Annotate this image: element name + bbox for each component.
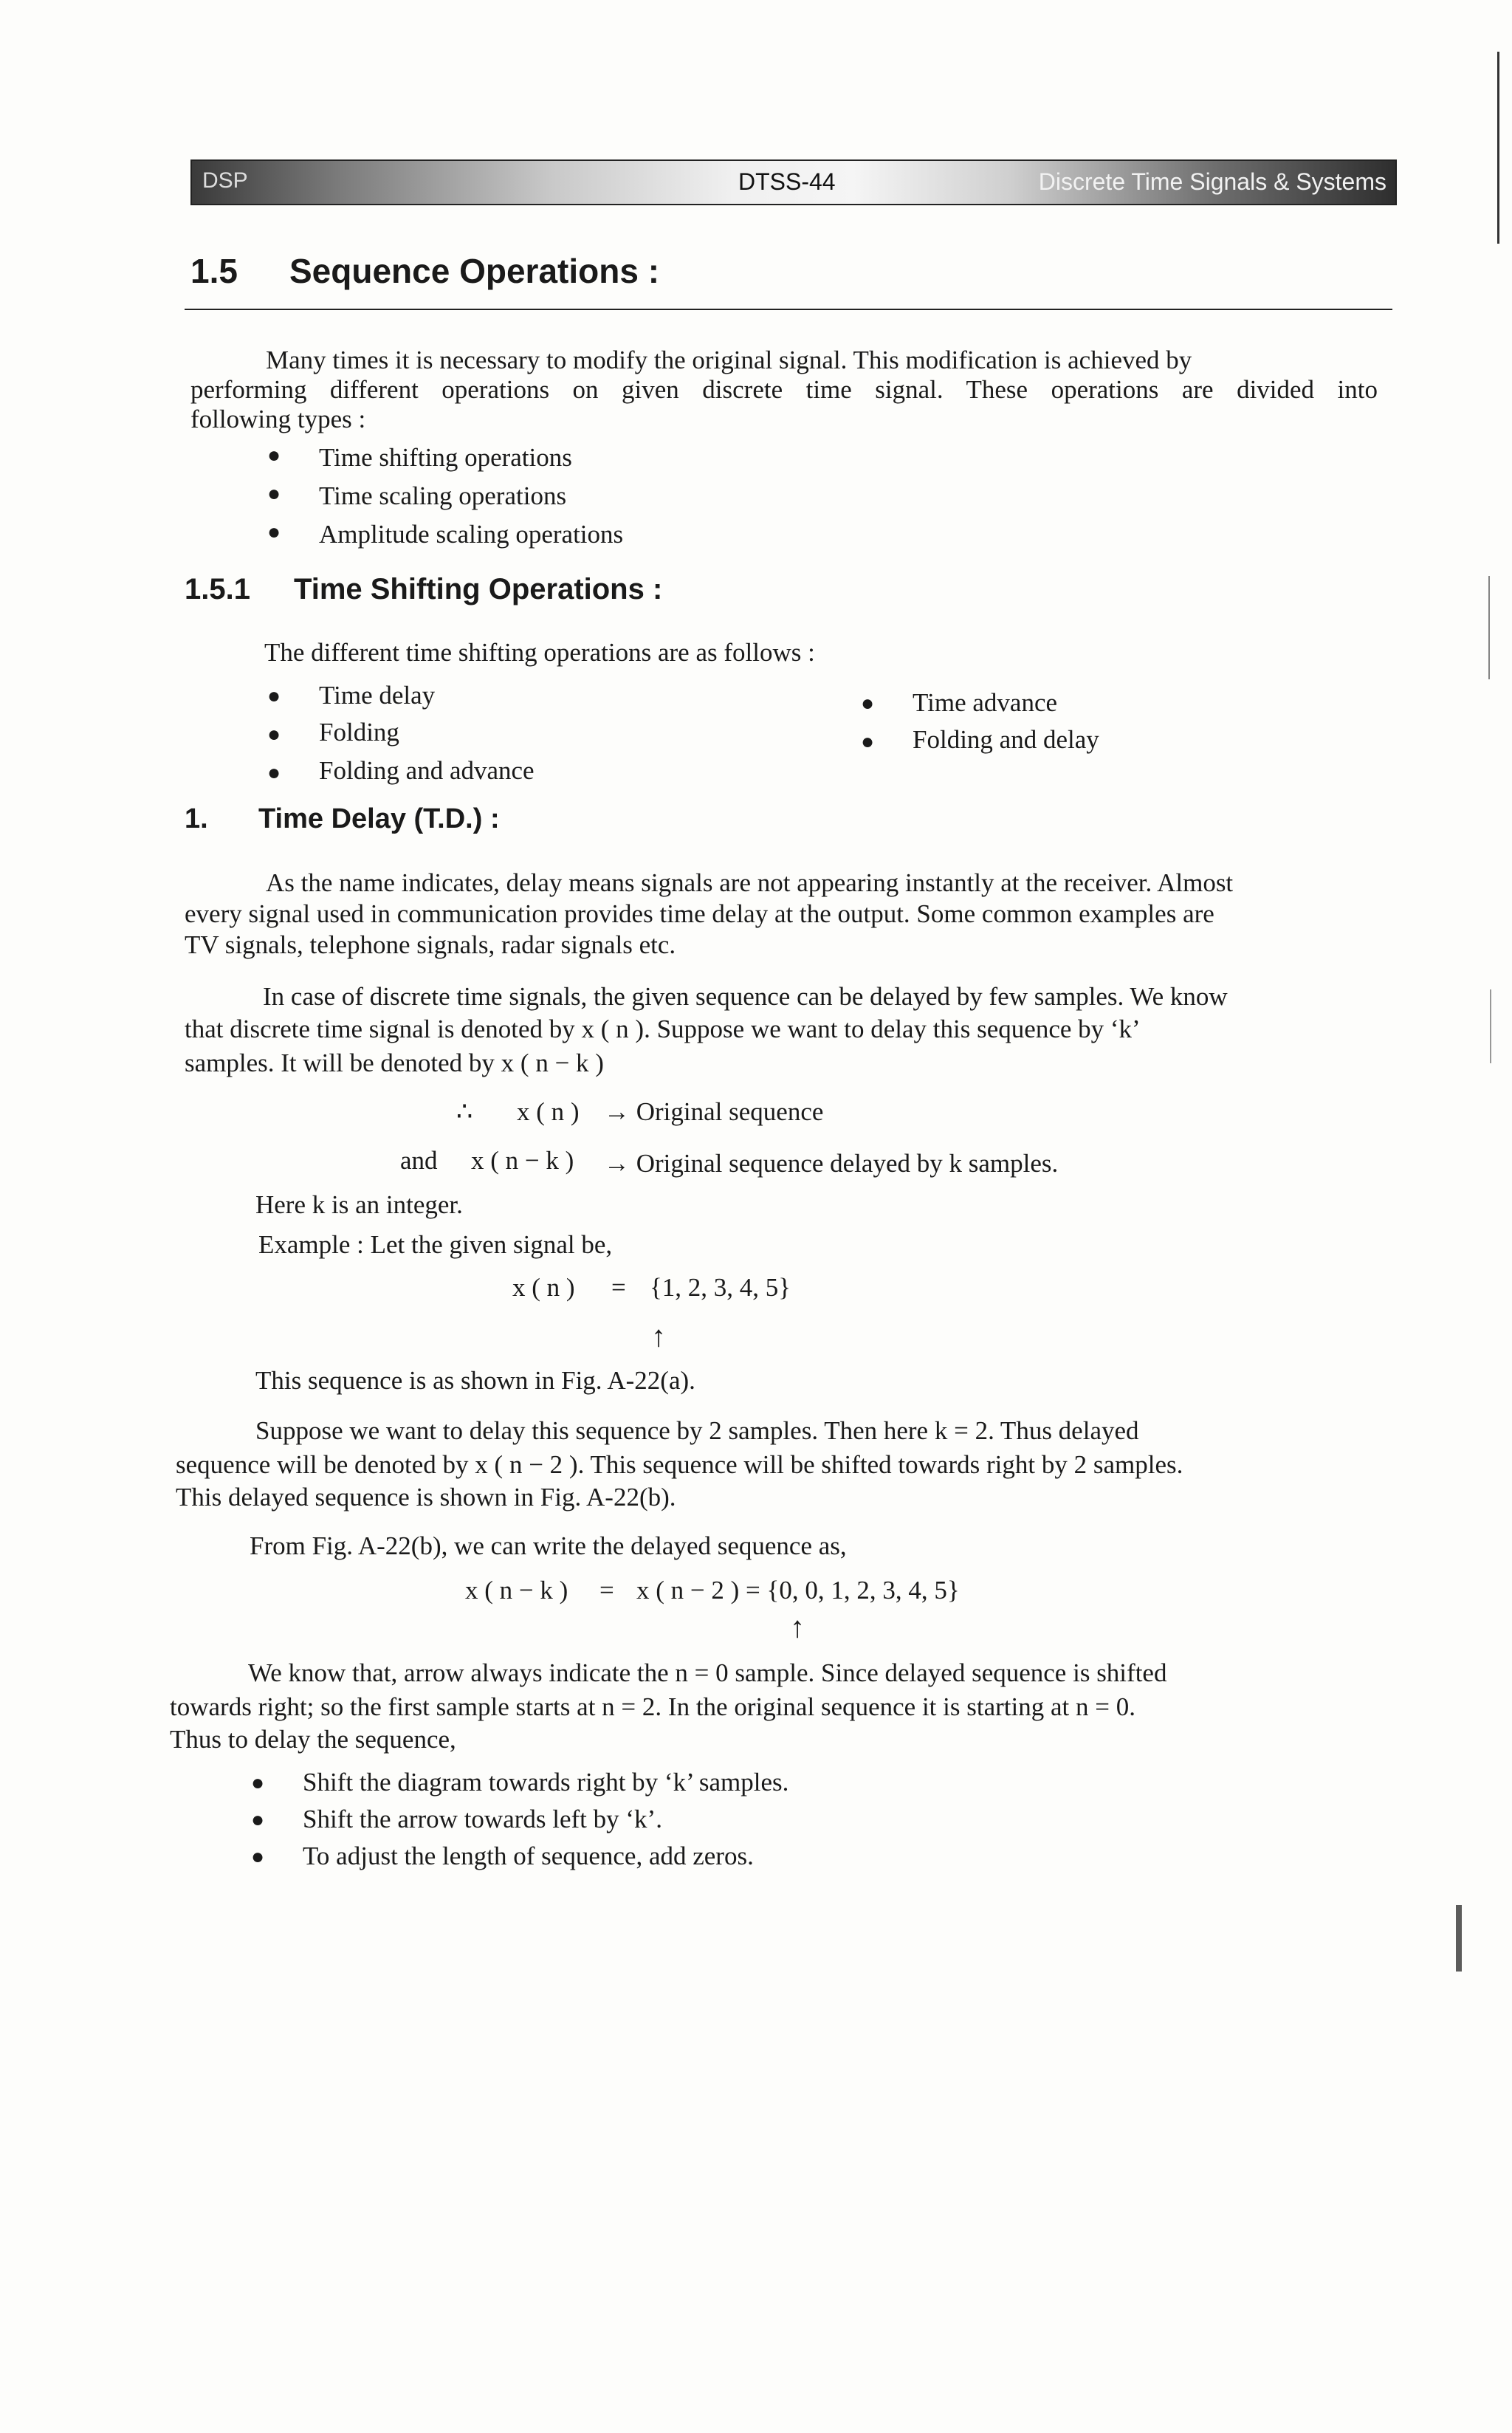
eq2-prefix: and bbox=[400, 1146, 438, 1175]
eq4-lhs: x ( n − k ) bbox=[465, 1576, 568, 1605]
para3-line-1: Suppose we want to delay this sequence by 2 samples. Then here k = 2. Thus delayed bbox=[255, 1416, 1139, 1445]
eq3-equals: = bbox=[611, 1273, 626, 1302]
header-subject: DSP bbox=[202, 168, 248, 193]
para4-line-3: Thus to delay the sequence, bbox=[170, 1725, 456, 1754]
eq1-lhs: x ( n ) bbox=[517, 1097, 580, 1126]
scan-edge-mark bbox=[1497, 52, 1499, 244]
op-item: Folding and delay bbox=[913, 725, 1099, 754]
para1-line-3: TV signals, telephone signals, radar signals etc. bbox=[185, 930, 676, 959]
bullet-icon: ● bbox=[251, 1808, 265, 1832]
para1-line-2: every signal used in communication provides time delay at the output. Some common examples are bbox=[185, 899, 1214, 928]
fig-a-line: This sequence is as shown in Fig. A-22(a). bbox=[255, 1366, 695, 1395]
para4-line-2: towards right; so the first sample starts at n = 2. In the original sequence it is starting at n = 0. bbox=[170, 1692, 1135, 1721]
bullet-icon: ● bbox=[267, 481, 281, 506]
type-item: Amplitude scaling operations bbox=[319, 520, 624, 549]
bullet-icon: ● bbox=[267, 684, 281, 708]
bullet-icon: ● bbox=[267, 761, 281, 785]
para2-line-2: that discrete time signal is denoted by x ( n ). Suppose we want to delay this sequence by ‘k’ bbox=[185, 1015, 1141, 1043]
bullet-icon: ● bbox=[267, 722, 281, 747]
header-chapter: Discrete Time Signals & Systems bbox=[1038, 168, 1386, 195]
eq4-rhs: x ( n − 2 ) = {0, 0, 1, 2, 3, 4, 5} bbox=[636, 1576, 960, 1605]
bullet-icon: ● bbox=[861, 691, 875, 716]
step-item: To adjust the length of sequence, add zeros. bbox=[303, 1842, 754, 1870]
type-item: Time shifting operations bbox=[319, 443, 572, 472]
example-line: Example : Let the given signal be, bbox=[258, 1230, 613, 1259]
eq2-lhs: x ( n − k ) bbox=[471, 1146, 574, 1175]
eq4-equals: = bbox=[599, 1576, 614, 1605]
intro-line-2: performing different operations on given discrete time signal. These operations are divided into bbox=[190, 375, 1378, 404]
bullet-icon: ● bbox=[861, 730, 875, 754]
bullet-icon: ● bbox=[251, 1771, 265, 1795]
section-rule bbox=[185, 309, 1392, 310]
eq2-rhs: → Original sequence delayed by k samples. bbox=[604, 1149, 1059, 1178]
subsection-title: Time Shifting Operations : bbox=[294, 573, 663, 605]
eq3-rhs: {1, 2, 3, 4, 5} bbox=[650, 1273, 791, 1302]
type-item: Time scaling operations bbox=[319, 481, 567, 510]
origin-arrow-icon: ↑ bbox=[651, 1320, 666, 1353]
eq1-rhs: → Original sequence bbox=[604, 1097, 824, 1126]
intro-line-3: following types : bbox=[190, 405, 366, 433]
eq3-lhs: x ( n ) bbox=[512, 1273, 575, 1302]
scan-edge-mark bbox=[1456, 1905, 1462, 1972]
step-item: Shift the arrow towards left by ‘k’. bbox=[303, 1805, 662, 1833]
para1-line-1: As the name indicates, delay means signals are not appearing instantly at the receiver. Almost bbox=[266, 868, 1234, 897]
op-item: Time advance bbox=[913, 688, 1058, 717]
step-item: Shift the diagram towards right by ‘k’ samples. bbox=[303, 1768, 789, 1797]
subsection-number: 1.5.1 bbox=[185, 573, 250, 605]
item-title: Time Delay (T.D.) : bbox=[258, 803, 500, 834]
section-number: 1.5 bbox=[190, 252, 238, 290]
item-number: 1. bbox=[185, 803, 208, 834]
scan-edge-mark bbox=[1488, 576, 1490, 679]
from-fig-line: From Fig. A-22(b), we can write the delayed sequence as, bbox=[250, 1531, 847, 1560]
scan-edge-mark bbox=[1490, 989, 1491, 1063]
para3-line-2: sequence will be denoted by x ( n − 2 ). This sequence will be shifted towards right by 2 samples. bbox=[176, 1450, 1183, 1479]
subsection-intro: The different time shifting operations are as follows : bbox=[264, 638, 815, 667]
origin-arrow-icon: ↑ bbox=[790, 1610, 805, 1644]
here-k-line: Here k is an integer. bbox=[255, 1190, 463, 1219]
para4-line-1: We know that, arrow always indicate the n = 0 sample. Since delayed sequence is shifted bbox=[248, 1658, 1167, 1687]
op-item: Time delay bbox=[319, 681, 436, 710]
para2-line-1: In case of discrete time signals, the given sequence can be delayed by few samples. We know bbox=[263, 982, 1228, 1011]
running-header bbox=[190, 159, 1397, 205]
para3-line-3: This delayed sequence is shown in Fig. A-22(b). bbox=[176, 1483, 676, 1511]
section-title: Sequence Operations : bbox=[289, 252, 660, 290]
op-item: Folding and advance bbox=[319, 756, 535, 785]
intro-line-1: Many times it is necessary to modify the original signal. This modification is achieved by bbox=[266, 346, 1192, 374]
para2-line-3: samples. It will be denoted by x ( n − k ) bbox=[185, 1049, 604, 1077]
op-item: Folding bbox=[319, 718, 399, 747]
bullet-icon: ● bbox=[251, 1845, 265, 1869]
therefore-symbol: ∴ bbox=[456, 1097, 473, 1126]
bullet-icon: ● bbox=[267, 520, 281, 544]
header-page-code: DTSS-44 bbox=[738, 168, 836, 195]
bullet-icon: ● bbox=[267, 443, 281, 467]
